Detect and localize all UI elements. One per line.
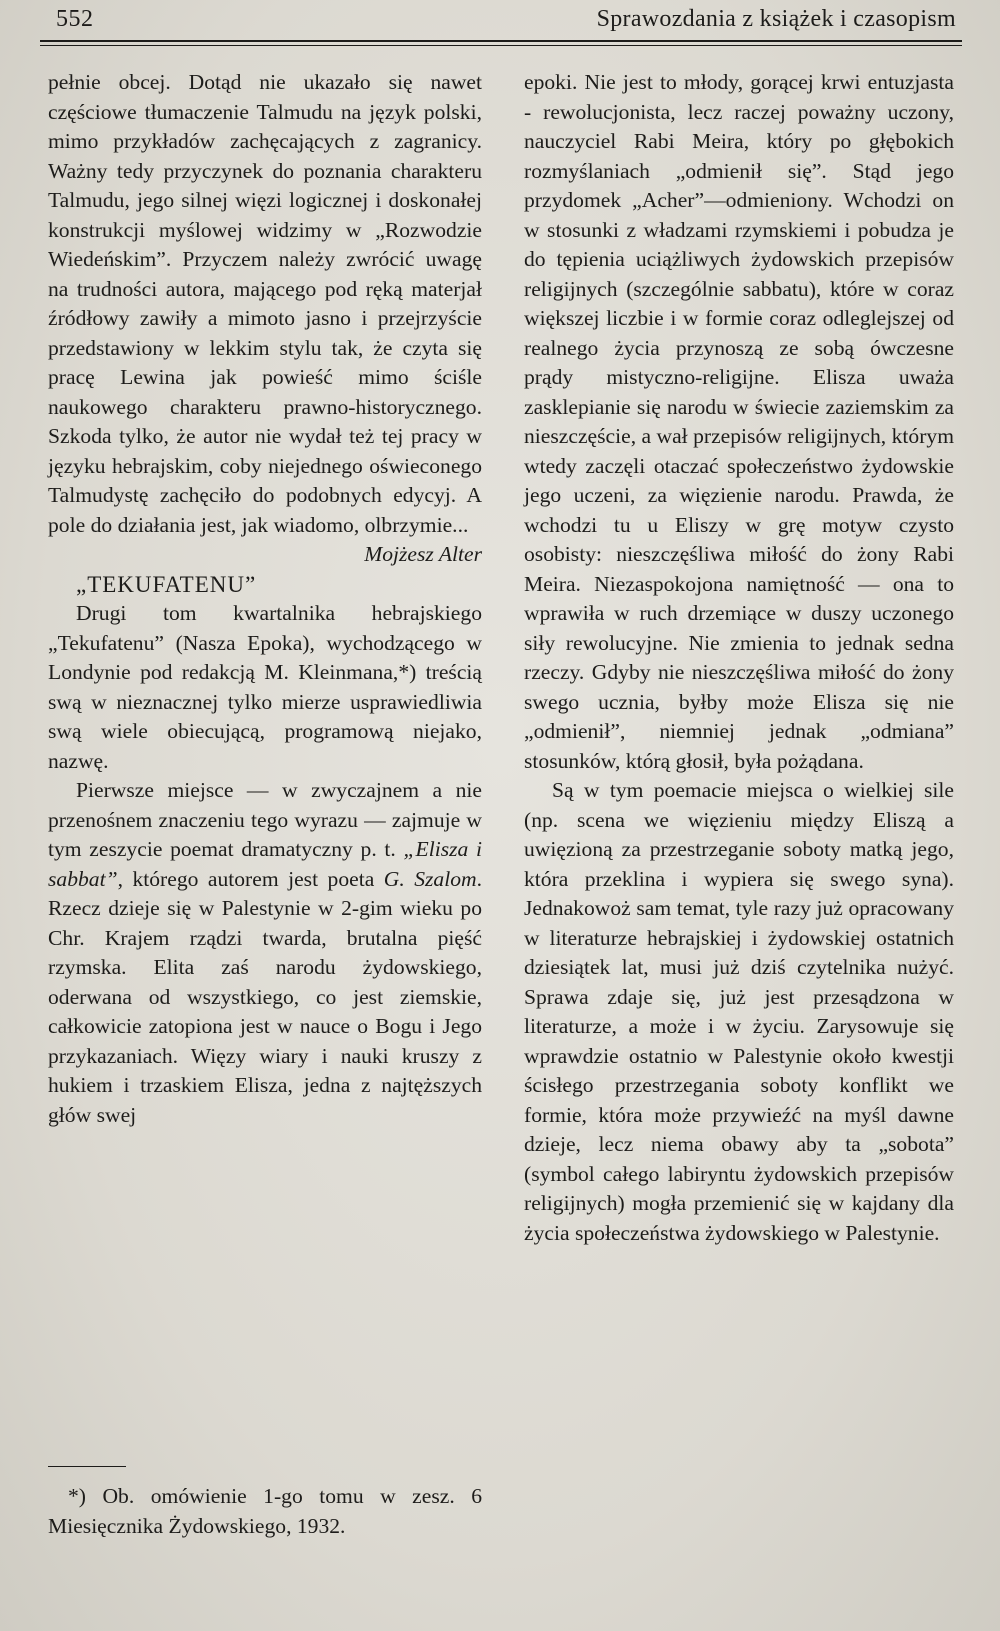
tekufatenu-paragraph-2 — [48, 776, 482, 1130]
header-rule — [40, 40, 962, 42]
left-column — [48, 68, 482, 1130]
running-title: Sprawozdania z książek i czasopism — [596, 6, 956, 32]
page-number: 552 — [56, 6, 94, 32]
review-signature: Mojżesz Alter — [364, 542, 482, 566]
section-title: „TEKUFATENU” — [76, 571, 257, 597]
right-paragraph-1: epoki. Nie jest to młody, gorącej krwi entuzjasta - rewolucjonista, lecz raczej poważny uczony, nauczyciel Rabi Meira, który po głębokich rozmyślaniach „odmienił się”. Stąd jego przydomek „Acher”—odmieniony. Wchodzi on w stosunki z władzami rzymskiemi i pobudza je do tępienia uciążliwych żydowskich przepisów religijnych (szczególnie sabbatu), które w coraz większej liczbie i w formie coraz odleglejszej od realnego życia przynoszą ze sobą ówczesne prądy mistyczno-religijne. Elisza uważa zasklepianie się narodu w świecie zaziemskim za nieszczęście, a wał przepisów religijnych, którym wtedy zaczęli otaczać społeczeństwo żydowskie jego uczeni, za więzienie narodu. Prawda, że wchodzi tu u Eliszy w grę motyw czysto osobisty: nieszczęśliwa miłość do żony Rabi Meira. Niezaspokojona namiętność — ona to wprawiła w ruch drzemiące w duszy uczonego siły rewolucyjne. Nie zmienia to jednak sedna rzeczy. Gdyby nie nieszczęśliwa miłość do żony swego ucznia, byłby może Elisza się nie „odmienił”, niemniej jednak „odmiana” stosunków, którą głosił, była pożądana. — [524, 70, 954, 773]
poem-title: „Elisza i sabbat” — [48, 837, 482, 891]
footnote-text: *) Ob. omówienie 1-go tomu w zesz. 6 Miesięcznika Żydowskiego, 1932. — [48, 1484, 482, 1538]
poem-author: G. Szalom — [383, 866, 477, 891]
right-paragraph-2: Są w tym poemacie miejsca o wielkiej sile (np. scena we więzieniu między Eliszą a uwięzioną za przestrzeganie soboty matką jego, która przeklina i wypiera się swego syna). Jednakowoż sam temat, tyle razy już opracowany w literaturze hebrajskiej i żydowskiej ostatnich dziesiątek lat, musi już dziś czytelnika nużyć. Sprawa zdaje się, już jest przesądzona w literaturze, a może i w życiu. Zarysowuje się wprawdzie ostatnio w Palestynie około kwestji ścisłego przestrzegania soboty konflikt we formie, która może przywieźć na myśl dawne dzieje, lecz niema obawy aby ta „sobota” (symbol całego labiryntu żydowskich przepisów religijnych) mogła przemienić się w kajdany dla życia społeczeństwa żydowskiego w Palestynie. — [524, 778, 954, 1245]
paragraph-2-text-a: Pierwsze miejsce — w zwyczajnem a nie przenośnem znaczeniu tego wyrazu — zajmuje w tym zeszycie poemat dramatyczny p. t. — [48, 778, 482, 861]
right-column — [524, 68, 954, 1248]
continuation-paragraph: pełnie obcej. Dotąd nie ukazało się nawet częściowe tłumaczenie Talmudu na język polski, mimo przykładów zachęcających z zagranicy. Ważny tedy przyczynek do poznania charakteru Talmudu, jego silnej więzi logicznej i doskonałej konstrukcji myślowej widzimy w „Rozwodzie Wiedeńskim”. Przyczem należy zwrócić uwagę na trudności autora, mającego pod ręką materjał źródłowy zawiły a mimoto jasno i przejrzyście przedstawiony w lekkim stylu tak, że czyta się pracę Lewina jak powieść mimo ściśle naukowego charakteru prawno-historycznego. Szkoda tylko, że autor nie wydał też tej pracy w języku hebrajskim, coby niejednego oświeconego Talmudystę zachęciło do podobnych edycyj. A pole do działania jest, jak wiadomo, olbrzymie... — [48, 70, 482, 537]
paragraph-2-text-b: , którego autorem jest poeta — [117, 866, 375, 891]
header-rule-thin — [40, 45, 962, 46]
footnote — [48, 1482, 482, 1541]
footnote-rule — [48, 1466, 126, 1467]
tekufatenu-paragraph-1: Drugi tom kwartalnika hebrajskiego „Tekufatenu” (Nasza Epoka), wychodzącego w Londynie pod redakcją M. Kleinmana,*) treścią swą w nieznacznej tylko mierze usprawiedliwia swą wiele obiecującą, programową niejako, nazwę. — [48, 601, 482, 773]
paragraph-2-text-c: . Rzecz dzieje się w Palestynie w 2-gim wieku po Chr. Krajem rządzi twarda, brutalna pięść rzymska. Elita zaś narodu żydowskiego, oderwana od wszystkiego, co jest ziemskie, całkowicie zatopiona jest w nauce o Bogu i Jego przykazaniach. Więzy wiary i nauki kruszy z hukiem i trzaskiem Elisza, jedna z najtęższych głów swej — [48, 866, 483, 1127]
